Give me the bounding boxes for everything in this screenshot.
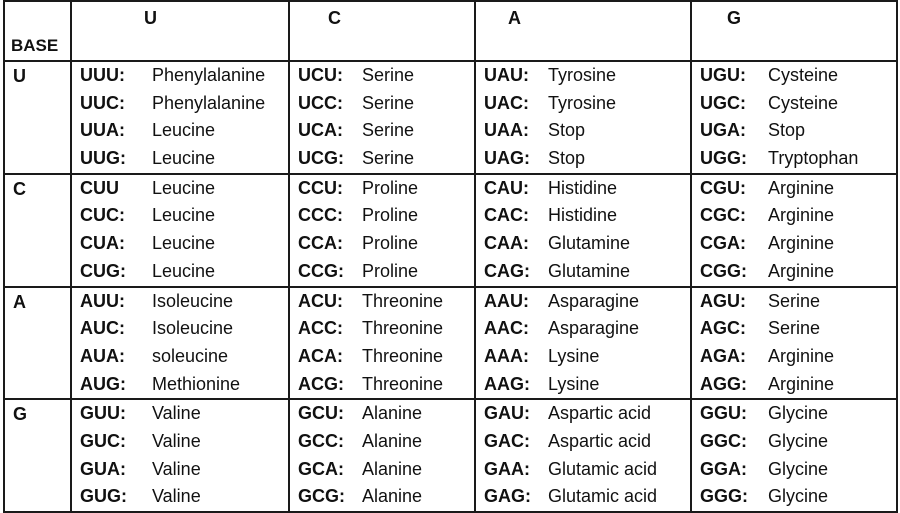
amino-acid-name: Serine xyxy=(768,318,821,339)
amino-acid-name: Threonine xyxy=(362,345,444,366)
codon-code: AAC: xyxy=(484,318,529,339)
codon-entry xyxy=(476,288,690,316)
codon-entry xyxy=(692,483,896,511)
codon-entry xyxy=(692,343,896,371)
codon-group-row xyxy=(4,174,897,287)
column-header-label: G xyxy=(727,8,742,28)
codon-entry xyxy=(290,175,474,203)
codon-entry xyxy=(476,230,690,258)
row-base-cell xyxy=(4,174,71,287)
row-base-label: C xyxy=(13,178,26,199)
codon-code: AGU: xyxy=(700,290,746,311)
codon-entry xyxy=(476,258,690,286)
codon-code: AGG: xyxy=(700,373,747,394)
codon-code: UCG: xyxy=(298,148,344,169)
amino-acid-name: Aspartic acid xyxy=(548,430,652,451)
codon-entry xyxy=(290,117,474,145)
amino-acid-name: Leucine xyxy=(152,148,216,169)
amino-acid-name: Valine xyxy=(152,486,201,507)
codon-code: CGC: xyxy=(700,205,746,226)
codon-code: GCC: xyxy=(298,430,344,451)
codon-entry xyxy=(290,258,474,286)
amino-acid-name: Stop xyxy=(768,120,806,141)
amino-acid-name: Valine xyxy=(152,403,201,424)
amino-acid-name: Arginine xyxy=(768,373,835,394)
amino-acid-name: Cysteine xyxy=(768,65,839,85)
amino-acid-name: Leucine xyxy=(152,233,216,254)
amino-acid-name: Alanine xyxy=(362,430,423,451)
amino-acid-name: Stop xyxy=(548,148,586,169)
codon-entry xyxy=(72,428,288,456)
codon-entry xyxy=(290,371,474,399)
amino-acid-name: Asparagine xyxy=(548,290,640,311)
codon-code: GAU: xyxy=(484,403,530,424)
codon-entry xyxy=(692,315,896,343)
codon-entry xyxy=(476,90,690,118)
codon-entry xyxy=(692,288,896,316)
amino-acid-name: Leucine xyxy=(152,177,216,198)
codon-entry xyxy=(476,315,690,343)
codon-code: AUU: xyxy=(80,290,125,311)
codon-code: UAG: xyxy=(484,148,530,169)
amino-acid-name: Aspartic acid xyxy=(548,403,652,424)
codon-code: GUC: xyxy=(80,430,126,451)
amino-acid-name: Serine xyxy=(768,290,821,311)
codon-code: GCG: xyxy=(298,486,345,507)
codon-entry xyxy=(72,483,288,511)
codon-code: GUG: xyxy=(80,486,127,507)
amino-acid-name: Glycine xyxy=(768,458,829,479)
codon-cell xyxy=(475,287,691,400)
amino-acid-name: Glycine xyxy=(768,403,829,424)
amino-acid-name: Threonine xyxy=(362,318,444,339)
codon-entry xyxy=(290,483,474,511)
codon-code: UAA: xyxy=(484,120,529,141)
codon-entry xyxy=(72,62,288,90)
column-header-a xyxy=(475,1,691,61)
codon-code: CAG: xyxy=(484,260,530,281)
amino-acid-name: Threonine xyxy=(362,290,444,311)
amino-acid-name: Isoleucine xyxy=(152,318,234,339)
codon-entry xyxy=(476,483,690,511)
amino-acid-name: Glutamic acid xyxy=(548,458,658,479)
amino-acid-name: Proline xyxy=(362,233,419,254)
row-base-label: U xyxy=(13,66,26,86)
codon-cell xyxy=(289,61,475,174)
codon-entry xyxy=(72,456,288,484)
amino-acid-name: Leucine xyxy=(152,205,216,226)
codon-code: GUU: xyxy=(80,403,126,424)
codon-code: AAA: xyxy=(484,345,529,366)
codon-entry xyxy=(476,62,690,90)
codon-entry xyxy=(692,145,896,173)
header-row xyxy=(4,1,897,61)
amino-acid-name: Arginine xyxy=(768,205,835,226)
amino-acid-name: Glycine xyxy=(768,430,829,451)
codon-cell xyxy=(475,174,691,287)
codon-code: UAC: xyxy=(484,92,529,113)
base-header-label: BASE xyxy=(11,36,59,55)
amino-acid-name: Proline xyxy=(362,260,419,281)
codon-cell xyxy=(71,174,289,287)
codon-entry xyxy=(476,456,690,484)
codon-entry xyxy=(72,117,288,145)
codon-cell xyxy=(691,61,897,174)
codon-entry xyxy=(476,117,690,145)
row-base-label: A xyxy=(13,291,26,312)
codon-group-row xyxy=(4,287,897,400)
amino-acid-name: Stop xyxy=(548,120,586,141)
amino-acid-name: Serine xyxy=(362,148,415,169)
codon-entry xyxy=(476,400,690,428)
codon-entry xyxy=(72,202,288,230)
codon-code: CGU: xyxy=(700,177,746,198)
codon-code: UGG: xyxy=(700,148,747,169)
codon-code: ACU: xyxy=(298,290,343,311)
codon-code: CCG: xyxy=(298,260,344,281)
amino-acid-name: Arginine xyxy=(768,345,835,366)
codon-entry xyxy=(692,456,896,484)
amino-acid-name: Proline xyxy=(362,205,419,226)
codon-entry xyxy=(476,175,690,203)
codon-entry xyxy=(290,145,474,173)
codon-entry xyxy=(290,456,474,484)
amino-acid-name: Histidine xyxy=(548,205,618,226)
codon-code: UUG: xyxy=(80,148,126,169)
codon-entry xyxy=(692,428,896,456)
codon-code: UUU: xyxy=(80,65,125,85)
amino-acid-name: Arginine xyxy=(768,260,835,281)
codon-entry xyxy=(290,202,474,230)
codon-cell xyxy=(475,399,691,512)
codon-code: UCU: xyxy=(298,65,343,85)
amino-acid-name: Histidine xyxy=(548,177,618,198)
codon-group-row xyxy=(4,61,897,174)
codon-code: GGG: xyxy=(700,486,748,507)
row-base-cell xyxy=(4,399,71,512)
codon-cell xyxy=(289,174,475,287)
column-header-c xyxy=(289,1,475,61)
codon-entry xyxy=(72,258,288,286)
amino-acid-name: Phenylalanine xyxy=(152,65,266,85)
codon-entry xyxy=(692,400,896,428)
codon-entry xyxy=(290,400,474,428)
codon-entry xyxy=(290,428,474,456)
amino-acid-name: soleucine xyxy=(152,345,229,366)
codon-code: CAA: xyxy=(484,233,529,254)
amino-acid-name: Arginine xyxy=(768,233,835,254)
amino-acid-name: Serine xyxy=(362,65,415,85)
amino-acid-name: Alanine xyxy=(362,458,423,479)
codon-code: GAC: xyxy=(484,430,530,451)
codon-entry xyxy=(72,315,288,343)
codon-code: GGC: xyxy=(700,430,747,451)
codon-code: CUC: xyxy=(80,205,125,226)
codon-entry xyxy=(72,175,288,203)
column-header-u xyxy=(71,1,289,61)
amino-acid-name: Valine xyxy=(152,458,201,479)
codon-cell xyxy=(475,61,691,174)
column-header-g xyxy=(691,1,897,61)
amino-acid-name: Tyrosine xyxy=(548,92,617,113)
codon-code: CAC: xyxy=(484,205,529,226)
amino-acid-name: Leucine xyxy=(152,260,216,281)
codon-table xyxy=(3,0,898,513)
codon-code: UUC: xyxy=(80,92,125,113)
codon-entry xyxy=(476,343,690,371)
codon-cell xyxy=(691,174,897,287)
codon-code: ACG: xyxy=(298,373,344,394)
codon-entry xyxy=(692,371,896,399)
codon-code: CUA: xyxy=(80,233,125,254)
codon-entry xyxy=(476,371,690,399)
codon-entry xyxy=(290,315,474,343)
codon-code: UCA: xyxy=(298,120,343,141)
column-header-label: A xyxy=(508,8,521,28)
codon-code: GGU: xyxy=(700,403,747,424)
amino-acid-name: Glutamic acid xyxy=(548,486,658,507)
codon-code: UCC: xyxy=(298,92,343,113)
amino-acid-name: Serine xyxy=(362,92,415,113)
codon-code: UAU: xyxy=(484,65,529,85)
codon-code: GAA: xyxy=(484,458,530,479)
column-header-label: C xyxy=(328,8,341,28)
codon-code: CUU xyxy=(80,177,119,198)
codon-code: CUG: xyxy=(80,260,126,281)
codon-entry xyxy=(72,288,288,316)
codon-code: UUA: xyxy=(80,120,125,141)
codon-code: CCC: xyxy=(298,205,343,226)
amino-acid-name: Glutamine xyxy=(548,233,631,254)
amino-acid-name: Methionine xyxy=(152,373,241,394)
codon-code: CCU: xyxy=(298,177,343,198)
column-header-label: U xyxy=(144,8,157,28)
codon-code: ACC: xyxy=(298,318,343,339)
codon-entry xyxy=(290,62,474,90)
codon-code: CGG: xyxy=(700,260,747,281)
amino-acid-name: Lysine xyxy=(548,373,600,394)
codon-code: GAG: xyxy=(484,486,531,507)
row-base-label: G xyxy=(13,404,28,425)
codon-code: GCU: xyxy=(298,403,344,424)
amino-acid-name: Lysine xyxy=(548,345,600,366)
codon-cell xyxy=(71,399,289,512)
codon-code: CCA: xyxy=(298,233,343,254)
codon-cell xyxy=(691,399,897,512)
amino-acid-name: Phenylalanine xyxy=(152,92,266,113)
amino-acid-name: Cysteine xyxy=(768,92,839,113)
codon-entry xyxy=(692,258,896,286)
codon-entry xyxy=(72,343,288,371)
amino-acid-name: Isoleucine xyxy=(152,290,234,311)
row-base-cell xyxy=(4,287,71,400)
codon-cell xyxy=(289,399,475,512)
codon-code: AAU: xyxy=(484,290,529,311)
codon-code: GCA: xyxy=(298,458,344,479)
codon-entry xyxy=(72,145,288,173)
codon-entry xyxy=(72,90,288,118)
base-header-cell xyxy=(4,1,71,61)
codon-entry xyxy=(692,62,896,90)
amino-acid-name: Arginine xyxy=(768,177,835,198)
codon-entry xyxy=(290,90,474,118)
codon-entry xyxy=(692,230,896,258)
amino-acid-name: Tryptophan xyxy=(768,148,859,169)
amino-acid-name: Proline xyxy=(362,177,419,198)
codon-code: UGC: xyxy=(700,92,746,113)
amino-acid-name: Alanine xyxy=(362,486,423,507)
codon-cell xyxy=(71,61,289,174)
codon-code: ACA: xyxy=(298,345,343,366)
amino-acid-name: Threonine xyxy=(362,373,444,394)
amino-acid-name: Tyrosine xyxy=(548,65,617,85)
codon-code: UGA: xyxy=(700,120,746,141)
codon-entry xyxy=(72,371,288,399)
codon-code: CAU: xyxy=(484,177,529,198)
codon-code: GUA: xyxy=(80,458,126,479)
codon-code: AGC: xyxy=(700,318,746,339)
amino-acid-name: Serine xyxy=(362,120,415,141)
codon-code: GGA: xyxy=(700,458,747,479)
codon-entry xyxy=(290,230,474,258)
codon-code: AUG: xyxy=(80,373,126,394)
codon-cell xyxy=(289,287,475,400)
amino-acid-name: Glycine xyxy=(768,486,829,507)
codon-code: AGA: xyxy=(700,345,746,366)
codon-entry xyxy=(72,400,288,428)
codon-code: UGU: xyxy=(700,65,746,85)
codon-code: AUA: xyxy=(80,345,125,366)
codon-entry xyxy=(290,288,474,316)
codon-code: CGA: xyxy=(700,233,746,254)
codon-entry xyxy=(476,428,690,456)
amino-acid-name: Glutamine xyxy=(548,260,631,281)
amino-acid-name: Leucine xyxy=(152,120,216,141)
amino-acid-name: Alanine xyxy=(362,403,423,424)
codon-code: AAG: xyxy=(484,373,530,394)
codon-group-row xyxy=(4,399,897,512)
codon-entry xyxy=(290,343,474,371)
row-base-cell xyxy=(4,61,71,174)
codon-entry xyxy=(692,202,896,230)
codon-code: AUC: xyxy=(80,318,125,339)
codon-entry xyxy=(692,90,896,118)
codon-cell xyxy=(71,287,289,400)
amino-acid-name: Asparagine xyxy=(548,318,640,339)
codon-entry xyxy=(476,145,690,173)
codon-entry xyxy=(476,202,690,230)
codon-entry xyxy=(72,230,288,258)
codon-cell xyxy=(691,287,897,400)
codon-entry xyxy=(692,175,896,203)
codon-entry xyxy=(692,117,896,145)
amino-acid-name: Valine xyxy=(152,430,201,451)
